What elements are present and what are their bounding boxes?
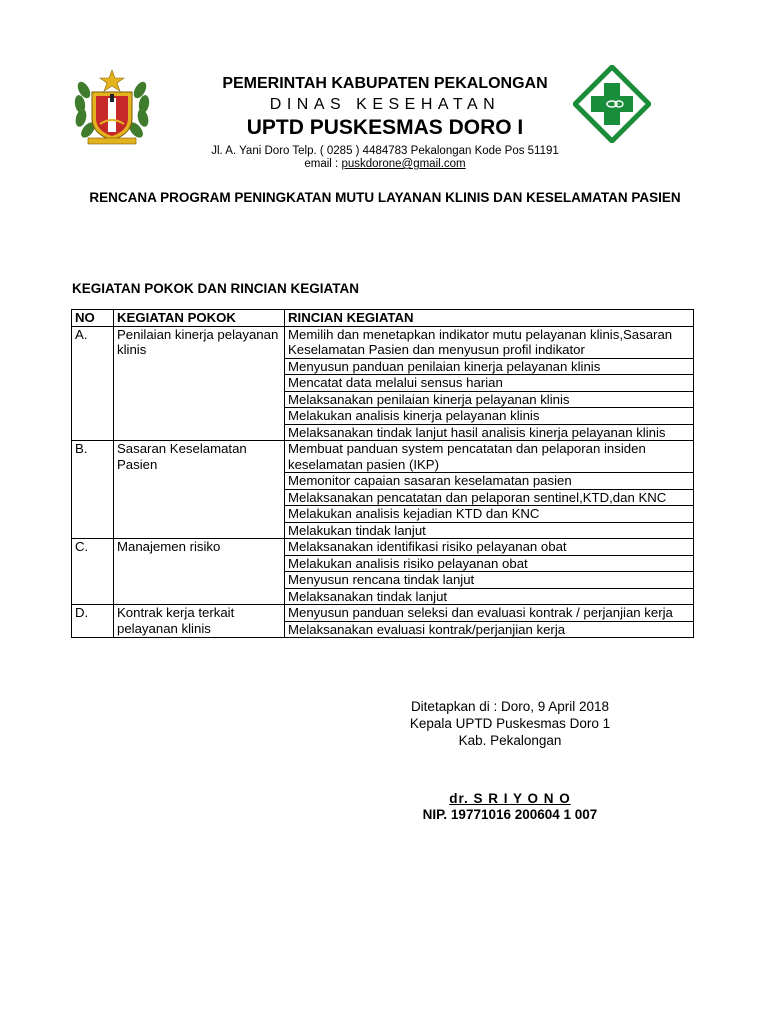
row-rincian: Melakukan analisis kejadian KTD dan KNC: [285, 506, 694, 523]
row-rincian: Melaksanakan pencatatan dan pelaporan sentinel,KTD,dan KNC: [285, 489, 694, 506]
signer-position: Kepala UPTD Puskesmas Doro 1: [409, 716, 611, 731]
row-rincian: Menyusun panduan seleksi dan evaluasi kontrak / perjanjian kerja: [285, 605, 694, 622]
table-row: [72, 441, 694, 473]
row-rincian: Melaksanakan tindak lanjut: [285, 588, 694, 605]
row-rincian: Memonitor capaian sasaran keselamatan pasien: [285, 473, 694, 490]
header-no: NO: [72, 310, 114, 327]
address: Jl. A. Yani Doro Telp. ( 0285 ) 4484783 Pekalongan Kode Pos 51191: [211, 145, 559, 157]
row-rincian: Memilih dan menetapkan indikator mutu pelayanan klinis,Sasaran Keselamatan Pasien dan menyusun profil indikator: [285, 326, 694, 358]
email-line: [170, 158, 600, 171]
activity-table: [71, 309, 694, 638]
section-title: KEGIATAN POKOK DAN RINCIAN KEGIATAN: [72, 281, 359, 296]
row-no: B.: [72, 441, 114, 539]
row-rincian: Menyusun rencana tindak lanjut: [285, 572, 694, 589]
row-rincian: Melaksanakan penilaian kinerja pelayanan klinis: [285, 391, 694, 408]
signer-nip: NIP. 19771016 200604 1 007: [422, 807, 598, 822]
document-title: RENCANA PROGRAM PENINGKATAN MUTU LAYANAN KLINIS DAN KESELAMATAN PASIEN: [89, 190, 681, 205]
table-row: [72, 326, 694, 358]
signer-region: Kab. Pekalongan: [458, 733, 562, 748]
kabupaten-emblem-icon: [70, 68, 154, 146]
row-rincian: Melaksanakan evaluasi kontrak/perjanjian kerja: [285, 621, 694, 638]
row-rincian: Membuat panduan system pencatatan dan pelaporan insiden keselamatan pasien (IKP): [285, 441, 694, 473]
signer-name: dr. S R I Y O N O: [449, 791, 571, 806]
table-header-row: [72, 310, 694, 327]
row-rincian: Melaksanakan identifikasi risiko pelayanan obat: [285, 539, 694, 556]
signer-identity: [380, 791, 640, 823]
row-rincian: Melakukan tindak lanjut: [285, 522, 694, 539]
row-no: D.: [72, 605, 114, 638]
header-kegiatan-pokok: KEGIATAN POKOK: [114, 310, 285, 327]
row-kegiatan-pokok: Sasaran Keselamatan Pasien: [114, 441, 285, 539]
row-no: C.: [72, 539, 114, 605]
row-kegiatan-pokok: Kontrak kerja terkait pelayanan klinis: [114, 605, 285, 638]
institution-name: UPTD PUSKESMAS DORO I: [246, 116, 524, 139]
place-date: Ditetapkan di : Doro, 9 April 2018: [410, 699, 610, 714]
email-link[interactable]: puskdorone@gmail.com: [341, 158, 466, 170]
email-label: email :: [304, 158, 342, 170]
row-rincian: Melakukan analisis kinerja pelayanan klinis: [285, 408, 694, 425]
row-rincian: Mencatat data melalui sensus harian: [285, 375, 694, 392]
signature-block: [380, 698, 640, 749]
table-row: [72, 539, 694, 556]
letterhead: [170, 74, 600, 171]
table-row: [72, 605, 694, 622]
row-rincian: Menyusun panduan penilaian kinerja pelayanan klinis: [285, 358, 694, 375]
row-no: A.: [72, 326, 114, 441]
government-name: PEMERINTAH KABUPATEN PEKALONGAN: [222, 75, 548, 92]
row-rincian: Melaksanakan tindak lanjut hasil analisis kinerja pelayanan klinis: [285, 424, 694, 441]
header-rincian-kegiatan: RINCIAN KEGIATAN: [285, 310, 694, 327]
agency-name: DINAS KESEHATAN: [269, 96, 501, 113]
row-kegiatan-pokok: Manajemen risiko: [114, 539, 285, 605]
row-kegiatan-pokok: Penilaian kinerja pelayanan klinis: [114, 326, 285, 441]
row-rincian: Melakukan analisis risiko pelayanan obat: [285, 555, 694, 572]
